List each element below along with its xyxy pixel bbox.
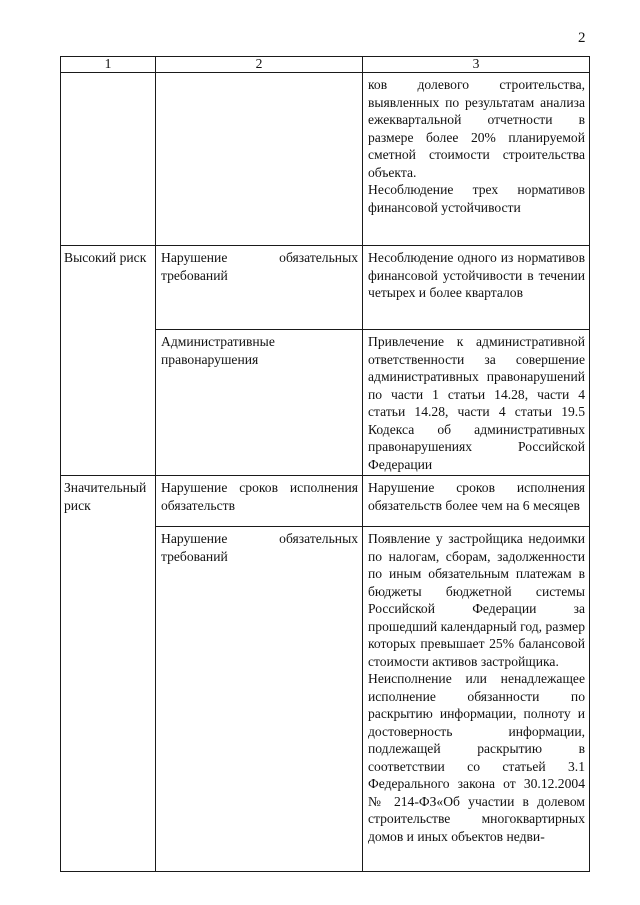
criterion-text: Административные правонарушения bbox=[161, 334, 275, 367]
indicator-paragraph: Нарушение сроков исполнения обязательств более чем на 6 месяцев bbox=[368, 480, 585, 513]
indicator-paragraph: Неисполнение или ненадлежащее исполнение обязанности по раскрытию информации, полноту и достоверность информации, подлежащей раскрытию в соответствии со статьей 3.1 Федерального закона от 30.12.2004 № 214-ФЗ«Об участии в долевом строительстве многоквартирных домов и иных объектов недви- bbox=[368, 671, 585, 844]
criterion-text: Нарушение сроков исполнения обязательств bbox=[161, 480, 358, 513]
risk-level-cell-empty bbox=[61, 73, 156, 246]
risk-level-cell bbox=[61, 246, 156, 476]
indicator-cell bbox=[363, 527, 590, 872]
column-header-1: 1 bbox=[61, 57, 156, 73]
indicator-paragraph: Несоблюдение трех нормативов финансовой устойчивости bbox=[368, 182, 585, 215]
table-header-row bbox=[61, 57, 590, 73]
page-number: 2 bbox=[578, 30, 586, 46]
criterion-cell-empty bbox=[156, 73, 363, 246]
indicator-paragraph: ков долевого строительства, выявленных по результатам анализа ежеквартальной отчетности в размере более 20% планируемой сметной стоимости строительства объекта. bbox=[368, 77, 585, 180]
indicator-cell bbox=[363, 476, 590, 527]
criterion-text: Нарушение обязательных требований bbox=[161, 531, 358, 564]
table-row-continuation bbox=[61, 73, 590, 246]
criterion-cell bbox=[156, 527, 363, 872]
criterion-cell bbox=[156, 476, 363, 527]
risk-level-label: Значительный риск bbox=[64, 480, 147, 513]
risk-level-cell bbox=[61, 476, 156, 872]
indicator-paragraph: Появление у застройщика недоимки по налогам, сборам, задолженности по иным обязательным платежам в бюджеты бюджетной системы Российской Федерации за прошедший календарный год, размер которых превышает 25% балансовой стоимости активов застройщика. bbox=[368, 531, 585, 669]
criterion-text: Нарушение обязательных требований bbox=[161, 250, 358, 283]
indicator-cell bbox=[363, 73, 590, 246]
criterion-cell bbox=[156, 246, 363, 330]
table-row bbox=[61, 246, 590, 330]
column-header-2: 2 bbox=[156, 57, 363, 73]
criterion-cell bbox=[156, 330, 363, 476]
risk-level-label: Высокий риск bbox=[64, 250, 147, 265]
indicator-paragraph: Привлечение к административной ответственности за совершение административных правонарушений по части 1 статьи 14.28, части 4 статьи 14.28, части 4 статьи 19.5 Кодекса об административных правонарушениях Российской Федерации bbox=[368, 334, 585, 472]
column-header-3: 3 bbox=[363, 57, 590, 73]
indicator-cell bbox=[363, 330, 590, 476]
risk-table bbox=[60, 56, 590, 872]
table-row bbox=[61, 476, 590, 527]
indicator-paragraph: Несоблюдение одного из нормативов финансовой устойчивости в течении четырех и более кварталов bbox=[368, 250, 585, 300]
indicator-cell bbox=[363, 246, 590, 330]
